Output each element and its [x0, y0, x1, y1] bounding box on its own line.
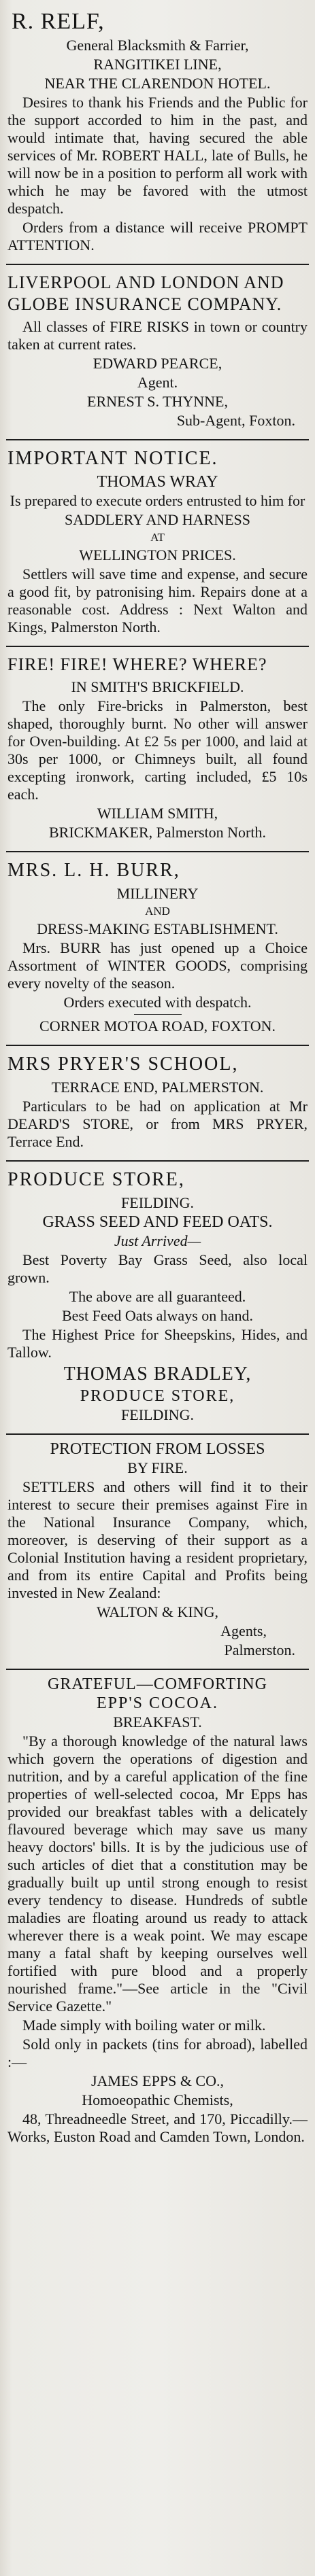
- burr-line3: DRESS-MAKING ESTABLISHMENT.: [37, 920, 278, 937]
- store-title2: PRODUCE STORE,: [80, 1387, 235, 1405]
- relf-footer: Orders from a distance will receive PROMPT ATTENTION.: [7, 219, 308, 254]
- ad-epps-cocoa: [6, 1670, 309, 2155]
- protection-title1: PROTECTION FROM LOSSES: [50, 1440, 265, 1458]
- ad-relf-blacksmith: [6, 4, 309, 265]
- store-line2: Just Arrived—: [114, 1232, 201, 1249]
- protection-agents: WALTON & KING,: [96, 1603, 219, 1620]
- relf-location: NEAR THE CLARENDON HOTEL.: [44, 75, 271, 92]
- insurance-subagent-label: Sub-Agent, Foxton.: [176, 412, 295, 429]
- smith-title2: IN SMITH'S BRICKFIELD.: [71, 678, 244, 695]
- store-line1: GRASS SEED AND FEED OATS.: [42, 1213, 273, 1231]
- protection-title2: BY FIRE.: [127, 1459, 188, 1476]
- insurance-agent-name: EDWARD PEARCE,: [93, 355, 222, 372]
- ad-burr-millinery: [6, 852, 309, 1046]
- burr-line2: AND: [145, 905, 170, 918]
- relf-name: R. RELF,: [12, 9, 105, 34]
- pryer-title: MRS PRYER'S SCHOOL,: [7, 1054, 239, 1075]
- pryer-line1: TERRACE END, PALMERSTON.: [51, 1079, 264, 1096]
- burr-line4: Orders executed with despatch.: [63, 994, 252, 1011]
- insurance-title: LIVERPOOL AND LONDON AND GLOBE INSURANCE COMPANY.: [7, 273, 284, 314]
- epps-line1: Made simply with boiling water or milk.: [22, 2017, 266, 2034]
- ad-wray-saddlery: [6, 440, 309, 647]
- store-line3: Best Poverty Bay Grass Seed, also local grown.: [7, 1251, 308, 1286]
- pryer-body: Particulars to be had on application at Mr DEARD'S STORE, or from MRS PRYER, Terrace End.: [7, 1098, 308, 1150]
- wray-title: IMPORTANT NOTICE.: [7, 448, 218, 469]
- store-place: FEILDING.: [121, 1194, 194, 1211]
- epps-product: EPP'S COCOA.: [96, 1694, 219, 1712]
- smith-body: The only Fire-bricks in Palmerston, best shaped, thoroughly burnt. No other will answer for Oven-building. At £2 5s per 1000, and laid at 30s per 1000, or Chimneys built, all found excepting ironwork, carting included, £5 10s each.: [7, 697, 308, 803]
- wray-name: THOMAS WRAY: [97, 473, 218, 491]
- burr-line1: MILLINERY: [116, 885, 199, 902]
- ad-smith-brickfield: [6, 647, 309, 852]
- smith-title1: FIRE! FIRE! WHERE? WHERE?: [7, 655, 267, 674]
- store-line6: The Highest Price for Sheepskins, Hides, and Tallow.: [7, 1326, 308, 1361]
- ad-protection-fire: [6, 1435, 309, 1670]
- wray-body: Settlers will save time and expense, and secure a good fit, by patronising him. Repairs done at a reasonable cost. Address : Next Walton and Kings, Palmerston North.: [7, 565, 308, 636]
- protection-agents-place: Palmerston.: [224, 1641, 295, 1658]
- store-line5: Best Feed Oats always on hand.: [61, 1307, 254, 1324]
- wray-line3: AT: [150, 531, 165, 544]
- burr-address: CORNER MOTOA ROAD, FOXTON.: [39, 1017, 276, 1034]
- epps-maker: JAMES EPPS & CO.,: [90, 2072, 224, 2089]
- ad-produce-store: [6, 1162, 309, 1435]
- store-name: THOMAS BRADLEY,: [63, 1363, 252, 1385]
- insurance-agent-label: Agent.: [137, 374, 178, 391]
- relf-road: RANGITIKEI LINE,: [93, 56, 222, 73]
- wray-line2: SADDLERY AND HARNESS: [64, 511, 250, 528]
- epps-maker-trade: Homoeopathic Chemists,: [82, 2091, 233, 2108]
- smith-trade: BRICKMAKER, Palmerston North.: [49, 824, 266, 841]
- store-line4: The above are all guaranteed.: [69, 1288, 246, 1305]
- relf-body: Desires to thank his Friends and the Public for the support accorded to him in the past, and would intimate that, having secured the able services of Mr. ROBERT HALL, late of Bulls, he will now be in a position to perform all work with which he may be favored with the utmost despatch.: [7, 94, 308, 217]
- ad-liverpool-insurance: [6, 265, 309, 440]
- insurance-body: All classes of FIRE RISKS in town or country taken at current rates.: [7, 318, 308, 353]
- burr-rule: [134, 1014, 182, 1015]
- epps-address: 48, Threadneedle Street, and 170, Piccadilly.—Works, Euston Road and Camden Town, London.: [7, 2110, 308, 2145]
- ad-pryer-school: [6, 1046, 309, 1162]
- wray-line1: Is prepared to execute orders entrusted to him for: [10, 492, 305, 509]
- protection-body: SETTLERS and others will find it to their interest to secure their premises against Fire in the National Insurance Company, which, moreover, is deserving of their support as a Colonial Institution having a resident proprietary, and from its entire Capital and Profits being invested in New Zealand:: [7, 1478, 308, 1601]
- epps-line2: Sold only in packets (tins for abroad), labelled :—: [7, 2036, 308, 2070]
- burr-body: Mrs. BURR has just opened up a Choice Assortment of WINTER GOODS, comprising every novelty of the season.: [7, 939, 308, 992]
- insurance-subagent-name: ERNEST S. THYNNE,: [87, 393, 228, 410]
- relf-trade: General Blacksmith & Farrier,: [66, 37, 249, 54]
- store-title: PRODUCE STORE,: [7, 1169, 185, 1190]
- wray-line4: WELLINGTON PRICES.: [79, 546, 236, 563]
- epps-title: GRATEFUL—COMFORTING: [48, 1675, 267, 1693]
- protection-agents-label: Agents,: [220, 1622, 267, 1639]
- store-place2: FEILDING.: [121, 1406, 194, 1423]
- epps-sub: BREAKFAST.: [113, 1713, 202, 1730]
- epps-body: "By a thorough knowledge of the natural laws which govern the operations of digestion and nutrition, and by a careful application of the fine properties of well-selected cocoa, Mr Epps has provided our breakfast tables with a delicately flavoured beverage which may save us many heavy doctors' bills. It is by the judicious use of such articles of diet that a constitution may be gradually built up until strong enough to resist every tendency to disease. Hundreds of subtle maladies are floating around us ready to attack wherever there is a weak point. We may escape many a fatal shaft by keeping ourselves well fortified with pure blood and a properly nourished frame."—See article in the "Civil Service Gazette.": [7, 1733, 308, 2015]
- smith-name: WILLIAM SMITH,: [97, 805, 218, 822]
- burr-title: MRS. L. H. BURR,: [7, 860, 180, 881]
